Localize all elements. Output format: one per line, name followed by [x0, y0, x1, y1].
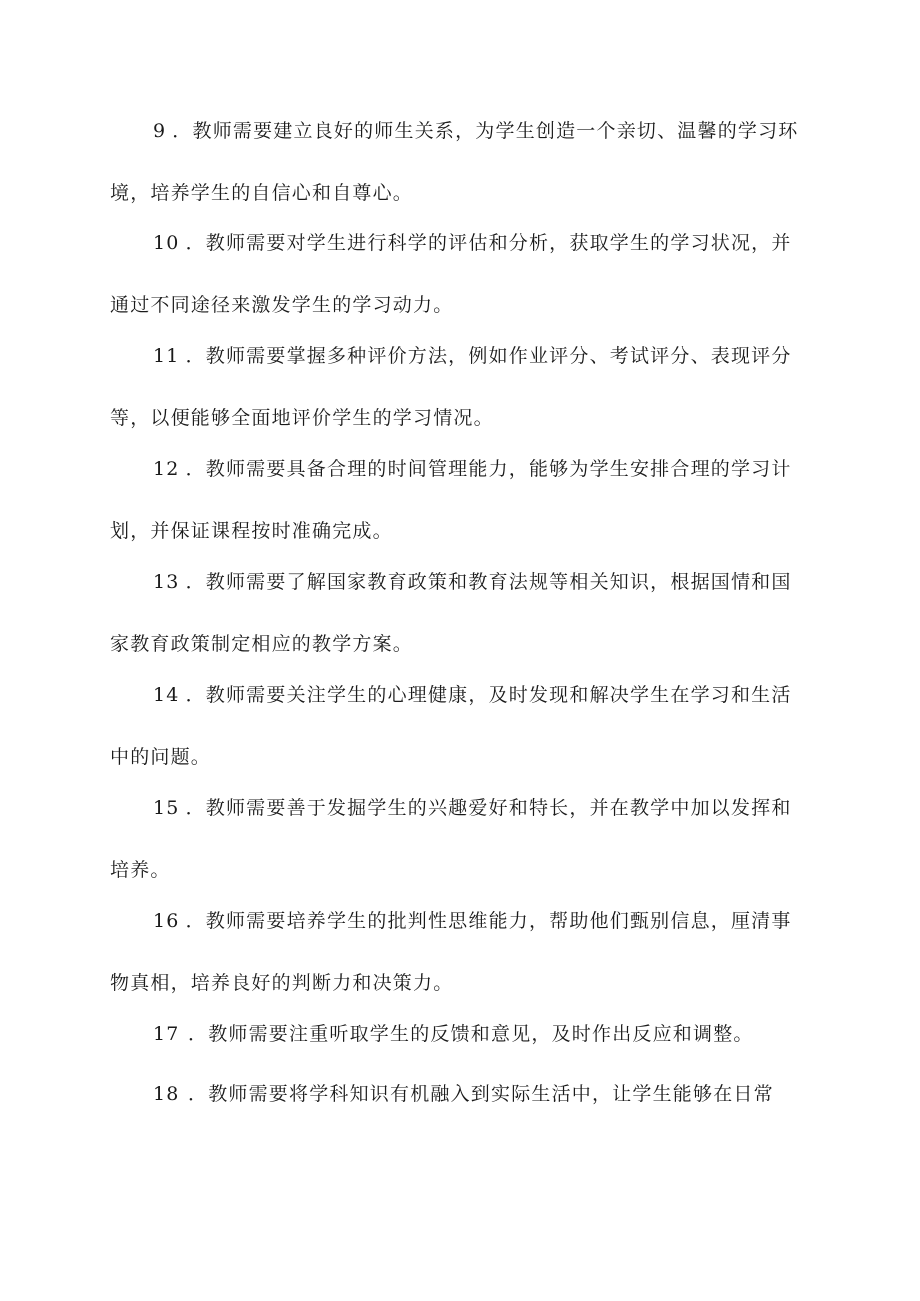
item-text: 教师需要培养学生的批判性思维能力，帮助他们甄别信息，厘清事物真相，培养良好的判断力和决策力。 [110, 910, 792, 994]
item-text: 教师需要掌握多种评价方法，例如作业评分、考试评分、表现评分等，以便能够全面地评价学生的学习情况。 [110, 345, 792, 429]
list-item: 14 ．教师需要关注学生的心理健康，及时发现和解决学生在学习和生活中的问题。 [110, 664, 810, 788]
list-item: 15 ．教师需要善于发掘学生的兴趣爱好和特长，并在教学中加以发挥和培养。 [110, 777, 810, 901]
list-item: 12 ．教师需要具备合理的时间管理能力，能够为学生安排合理的学习计划，并保证课程按时准确完成。 [110, 438, 810, 562]
item-number: 11 [153, 345, 180, 367]
item-text: 教师需要注重听取学生的反馈和意见，及时作出反应和调整。 [208, 1023, 754, 1045]
item-number: 14 [153, 684, 180, 706]
item-text: 教师需要建立良好的师生关系，为学生创造一个亲切、温馨的学习环境，培养学生的自信心和自尊心。 [110, 120, 799, 204]
item-number: 15 [153, 797, 180, 819]
list-item: 16 ．教师需要培养学生的批判性思维能力，帮助他们甄别信息，厘清事物真相，培养良好的判断力和决策力。 [110, 890, 810, 1014]
list-item: 17 ．教师需要注重听取学生的反馈和意见，及时作出反应和调整。 [110, 1003, 810, 1065]
list-item: 10 ．教师需要对学生进行科学的评估和分析，获取学生的学习状况，并通过不同途径来激发学生的学习动力。 [110, 212, 810, 336]
item-number: 16 [153, 910, 180, 932]
item-number: 18 [153, 1083, 180, 1105]
item-number: 10 [153, 232, 180, 254]
list-item: 11 ．教师需要掌握多种评价方法，例如作业评分、考试评分、表现评分等，以便能够全面地评价学生的学习情况。 [110, 325, 810, 449]
list-item: 18 ．教师需要将学科知识有机融入到实际生活中，让学生能够在日常 [110, 1063, 810, 1125]
list-item: 13 ．教师需要了解国家教育政策和教育法规等相关知识，根据国情和国家教育政策制定相应的教学方案。 [110, 551, 810, 675]
item-text: 教师需要关注学生的心理健康，及时发现和解决学生在学习和生活中的问题。 [110, 684, 792, 768]
list-item: 9 ．教师需要建立良好的师生关系，为学生创造一个亲切、温馨的学习环境，培养学生的自信心和自尊心。 [110, 100, 810, 224]
item-number: 17 [153, 1023, 180, 1045]
item-text: 教师需要具备合理的时间管理能力，能够为学生安排合理的学习计划，并保证课程按时准确完成。 [110, 458, 792, 542]
item-text: 教师需要善于发掘学生的兴趣爱好和特长，并在教学中加以发挥和培养。 [110, 797, 792, 881]
item-number: 12 [153, 458, 180, 480]
item-number: 9 [153, 120, 167, 142]
item-text: 教师需要了解国家教育政策和教育法规等相关知识，根据国情和国家教育政策制定相应的教学方案。 [110, 571, 792, 655]
item-text: 教师需要对学生进行科学的评估和分析，获取学生的学习状况，并通过不同途径来激发学生的学习动力。 [110, 232, 792, 316]
item-number: 13 [153, 571, 180, 593]
item-text: 教师需要将学科知识有机融入到实际生活中，让学生能够在日常 [208, 1083, 774, 1105]
